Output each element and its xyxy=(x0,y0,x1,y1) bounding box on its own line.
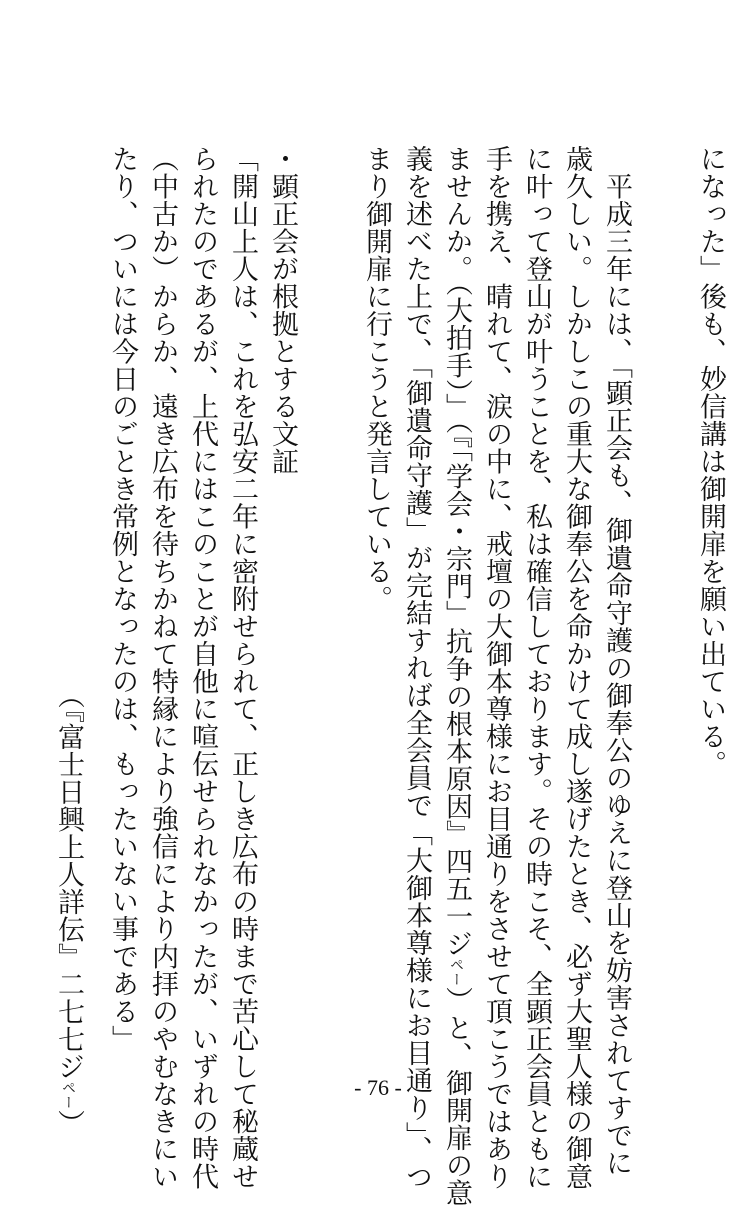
section-heading: ・顕正会が根拠とする文証 xyxy=(267,145,298,475)
citation-suffix-pre: ジ xyxy=(53,1053,84,1081)
text-line-7: 義を述べた上で、「御遺命守護」が完結すれば全会員で「大御本尊様にお目通り」、つ xyxy=(401,145,432,1191)
text-line-3: 歳久しい。しかしこの重大な御奉公を命かけて成し遂げたとき、必ず大聖人様の御意 xyxy=(561,145,592,1190)
citation-line xyxy=(48,145,88,1137)
citation-main: （『富士日興上人詳伝』二七七 xyxy=(53,145,84,1053)
text-line-1: になった」後も、妙信講は御開扉を願い出ている。 xyxy=(695,145,726,778)
quote-line-3: （中古か）からか、遠き広布を待ちかねて特縁により強信により内拝のやむなきにい xyxy=(147,145,178,1190)
text-line-5: 手を携え、晴れて、涙の中に、戒壇の大御本尊様にお目通りをさせて頂こうではあり xyxy=(481,145,512,1190)
text-line-8: まり御開扉に行こうと発言している。 xyxy=(361,145,392,613)
text-line-6-main: ませんか。（大拍手）」（『「学会・宗門」抗争の根本原因』四五一 xyxy=(441,145,472,930)
quote-line-1: 「開山上人は、これを弘安二年に密附せられて、正しき広布の時まで苦心して秘蔵せ xyxy=(227,145,258,1190)
text-line-6-suffix-post: ）と、御開扉の意 xyxy=(441,986,472,1207)
quote-line-2: られたのであるが、上代にはこのことが自他に喧伝せられなかったが、いずれの時代 xyxy=(187,145,218,1190)
quote-line-4: たり、ついには今日のごとき常例となったのは、もったいない事である」 xyxy=(107,145,138,1053)
text-line-2: 平成三年には、「顕正会も、御遺命守護の御奉公のゆえに登山を妨害されてすでに xyxy=(601,145,632,1177)
page-number: - 76 - xyxy=(354,1075,402,1100)
text-line-6-suffix-small: ペー xyxy=(448,957,464,987)
text-line-6-suffix-pre: ジ xyxy=(441,930,472,958)
citation-suffix-post: ） xyxy=(53,1109,84,1137)
text-line-4: に叶って登山が叶うことを、私は確信しております。その時こそ、全顕正会員ともに xyxy=(521,145,552,1190)
citation-suffix-small: ペー xyxy=(60,1080,76,1110)
text-line-6 xyxy=(436,145,476,1207)
